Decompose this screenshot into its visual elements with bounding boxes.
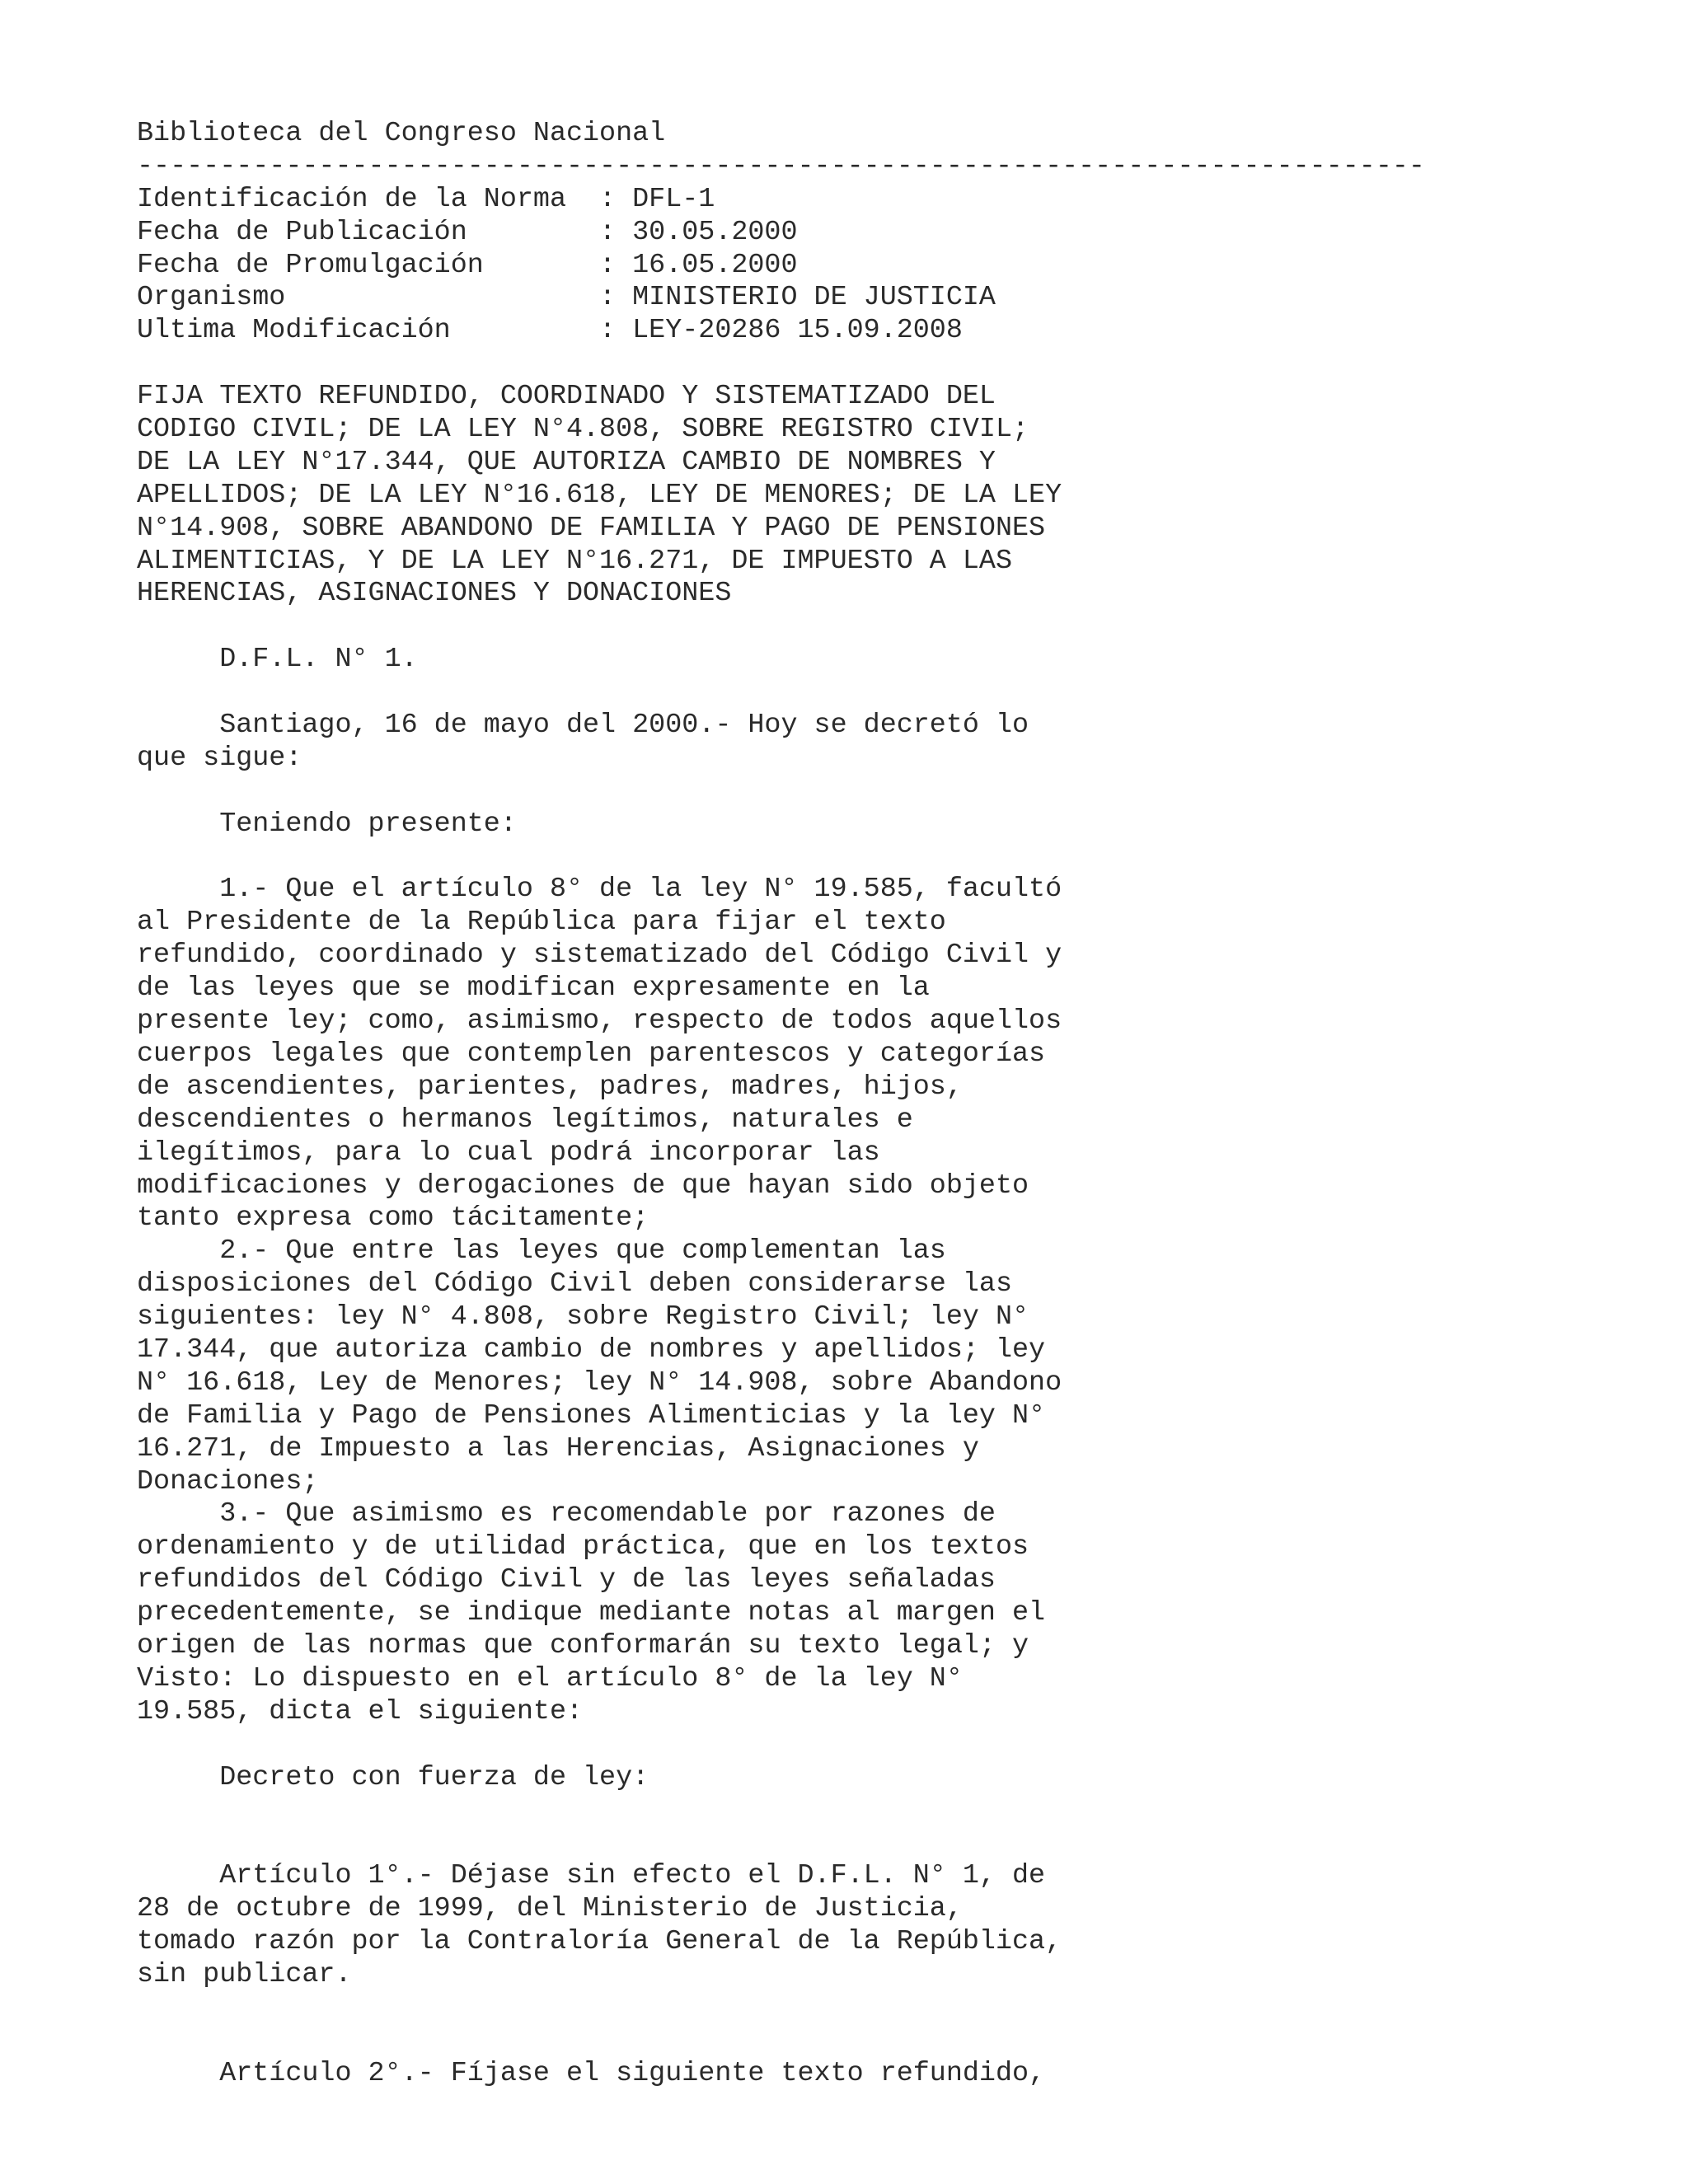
blank-line (137, 2025, 1670, 2058)
blank-line (137, 1729, 1670, 1762)
body-line: 2.- Que entre las leyes que complementan las (137, 1235, 946, 1268)
body-line: Teniendo presente: (137, 808, 517, 840)
body-line: ordenamiento y de utilidad práctica, que en los textos (137, 1531, 1029, 1563)
body-line: disposiciones del Código Civil deben considerarse las (137, 1268, 1012, 1301)
body-line: de ascendientes, parientes, padres, madres, hijos, (137, 1071, 963, 1103)
body-line: 19.585, dicta el siguiente: (137, 1695, 584, 1727)
body-line: al Presidente de la República para fijar el texto (137, 907, 946, 939)
blank-line (137, 776, 1670, 808)
body-line: origen de las normas que conformarán su texto legal; y (137, 1629, 1029, 1661)
body-line: de las leyes que se modifican expresamente en la (137, 972, 930, 1005)
body-line: precedentemente, se indique mediante notas al margen el (137, 1597, 1046, 1629)
title-line: APELLIDOS; DE LA LEY N°16.618, LEY DE MENORES; DE LA LEY (137, 479, 1062, 511)
body-line: ilegítimos, para lo cual podrá incorporar las (137, 1137, 880, 1169)
body-line: refundido, coordinado y sistematizado del Código Civil y (137, 940, 1062, 972)
blank-line (137, 1827, 1670, 1860)
document-page (137, 118, 1670, 2090)
body-line: descendientes o hermanos legítimos, naturales e (137, 1104, 913, 1136)
meta-ultima-modificacion: Ultima Modificación : LEY-20286 15.09.2008 (137, 315, 963, 347)
body-line: que sigue: (137, 742, 302, 774)
body-line: 17.344, que autoriza cambio de nombres y apellidos; ley (137, 1333, 1046, 1366)
body-line: Donaciones; (137, 1465, 319, 1497)
title-line: DE LA LEY N°17.344, QUE AUTORIZA CAMBIO DE NOMBRES Y (137, 446, 996, 478)
body-line: 16.271, de Impuesto a las Herencias, Asignaciones y (137, 1432, 979, 1465)
article-line: Artículo 2°.- Fíjase el siguiente texto refundido, (137, 2057, 1046, 2089)
blank-line (137, 1794, 1670, 1827)
body-line: de Familia y Pago de Pensiones Alimenticias y la ley N° (137, 1399, 1046, 1432)
doc-separator: ------------------------------------------------------------------------------ (137, 150, 1425, 182)
dfl-number: D.F.L. N° 1. (137, 644, 418, 676)
body-line: 1.- Que el artículo 8° de la ley N° 19.585, facultó (137, 874, 1062, 906)
body-line: N° 16.618, Ley de Menores; ley N° 14.908, sobre Abandono (137, 1366, 1062, 1399)
doc-line: Biblioteca del Congreso Nacional (137, 118, 666, 149)
blank-line (137, 841, 1670, 874)
blank-line (137, 348, 1670, 381)
title-line: N°14.908, SOBRE ABANDONO DE FAMILIA Y PAGO DE PENSIONES (137, 512, 1046, 544)
article-line: 28 de octubre de 1999, del Ministerio de Justicia, (137, 1893, 963, 1925)
body-line: refundidos del Código Civil y de las leyes señaladas (137, 1564, 996, 1596)
title-line: ALIMENTICIAS, Y DE LA LEY N°16.271, DE IMPUESTO A LAS (137, 545, 1012, 577)
article-line: sin publicar. (137, 1958, 352, 1990)
article-line: Artículo 1°.- Déjase sin efecto el D.F.L. N° 1, de (137, 1860, 1046, 1892)
body-line: Santiago, 16 de mayo del 2000.- Hoy se decretó lo (137, 710, 1029, 742)
meta-fecha-promulgacion: Fecha de Promulgación : 16.05.2000 (137, 249, 798, 281)
body-line: tanto expresa como tácitamente; (137, 1202, 649, 1235)
body-line: modificaciones y derogaciones de que hayan sido objeto (137, 1169, 1029, 1202)
meta-fecha-publicacion: Fecha de Publicación : 30.05.2000 (137, 216, 798, 248)
article-line: tomado razón por la Contraloría General de la República, (137, 1925, 1062, 1957)
title-line: CODIGO CIVIL; DE LA LEY N°4.808, SOBRE REGISTRO CIVIL; (137, 414, 1029, 446)
meta-identificacion: Identificación de la Norma : DFL-1 (137, 183, 715, 215)
body-line: 3.- Que asimismo es recomendable por razones de (137, 1498, 996, 1530)
body-line: presente ley; como, asimismo, respecto de todos aquellos (137, 1005, 1062, 1038)
meta-organismo: Organismo : MINISTERIO DE JUSTICIA (137, 282, 996, 314)
blank-line (137, 611, 1670, 644)
title-line: HERENCIAS, ASIGNACIONES Y DONACIONES (137, 578, 732, 610)
body-line: Decreto con fuerza de ley: (137, 1761, 649, 1793)
blank-line (137, 677, 1670, 710)
title-line: FIJA TEXTO REFUNDIDO, COORDINADO Y SISTEMATIZADO DEL (137, 381, 996, 413)
blank-line (137, 1992, 1670, 2025)
body-line: cuerpos legales que contemplen parentescos y categorías (137, 1038, 1046, 1070)
body-line: siguientes: ley N° 4.808, sobre Registro Civil; ley N° (137, 1301, 1029, 1333)
body-line: Visto: Lo dispuesto en el artículo 8° de la ley N° (137, 1662, 963, 1694)
